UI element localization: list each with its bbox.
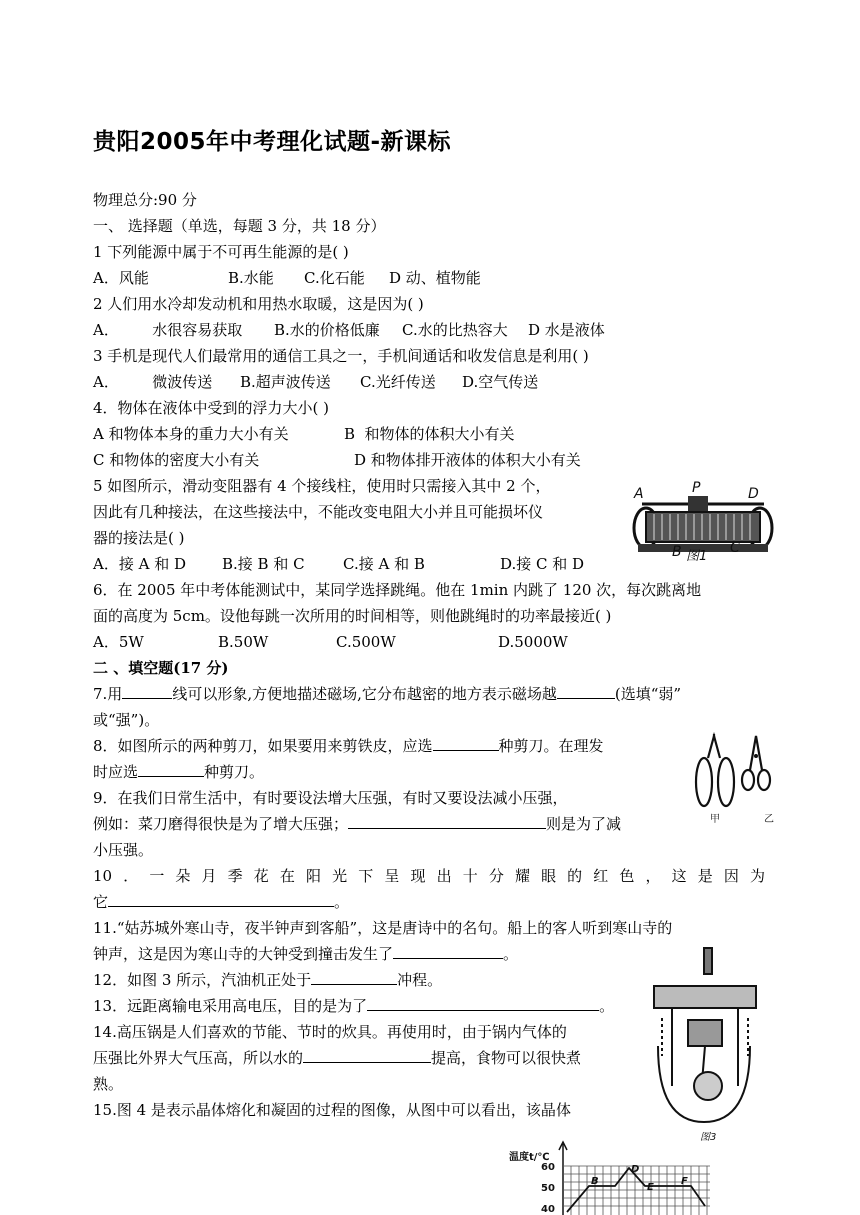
q7-text-3: (选填“弱” bbox=[614, 685, 682, 703]
question-14-line-3: 熟。 bbox=[93, 1075, 124, 1093]
graph-tick-50: 50 bbox=[541, 1183, 555, 1194]
graph-point-d: D bbox=[631, 1164, 640, 1175]
rheostat-label-b: B bbox=[672, 544, 682, 560]
q8-text-4: 种剪刀。 bbox=[204, 763, 265, 781]
q13-text-1: 13．远距离输电采用高电压，目的是为了 bbox=[93, 997, 368, 1015]
question-4-option-b: B 和物体的体积大小有关 bbox=[344, 425, 515, 443]
rheostat-label-c: C bbox=[730, 540, 740, 556]
question-5-line-2: 因此有几种接法，在这些接法中，不能改变电阻大小并且可能损坏仪 bbox=[93, 503, 544, 521]
question-9-line-3: 小压强。 bbox=[93, 841, 154, 859]
rheostat-figure bbox=[628, 478, 778, 568]
graph-point-b: B bbox=[591, 1176, 599, 1187]
question-10-line-2 bbox=[93, 892, 349, 912]
question-6-option-c: C.500W bbox=[336, 633, 396, 651]
question-1-option-b: B.水能 bbox=[228, 269, 274, 287]
question-7-line-2: 或“强”)。 bbox=[93, 711, 160, 729]
q8-text-2: 种剪刀。在理发 bbox=[498, 737, 604, 755]
q12-text-1: 12．如图 3 所示，汽油机正处于 bbox=[93, 971, 312, 989]
graph-point-f: F bbox=[681, 1176, 688, 1187]
question-1-option-c: C.化石能 bbox=[304, 269, 365, 287]
question-4-option-c: C 和物体的密度大小有关 bbox=[93, 451, 260, 469]
rheostat-caption: 图1 bbox=[686, 549, 708, 564]
question-1-option-d: D 动、植物能 bbox=[389, 269, 481, 287]
q14-text-1: 压强比外界大气压高，所以水的 bbox=[93, 1049, 304, 1067]
q10-text-2: 。 bbox=[334, 893, 350, 911]
answer-blank[interactable] bbox=[303, 1048, 431, 1063]
question-6-option-b: B.50W bbox=[218, 633, 269, 651]
question-10-line-1: 10．一朵月季花在阳光下呈现出十分耀眼的红色，这是因为 bbox=[93, 867, 765, 885]
question-8-line-2 bbox=[93, 762, 264, 782]
answer-blank[interactable] bbox=[348, 814, 546, 829]
answer-blank[interactable] bbox=[138, 762, 204, 777]
question-1-option-a: A．风能 bbox=[93, 269, 149, 287]
question-1-stem: 1 下列能源中属于不可再生能源的是( ) bbox=[93, 243, 349, 261]
rheostat-label-p: P bbox=[692, 480, 701, 496]
graph-ylabel: 温度t/℃ bbox=[509, 1152, 550, 1163]
q14-text-2: 提高，食物可以很快煮 bbox=[431, 1049, 582, 1067]
q9-text-2: 则是为了减 bbox=[546, 815, 622, 833]
question-11-line-1: 11.“姑苏城外寒山寺，夜半钟声到客船”，这是唐诗中的名句。船上的客人听到寒山寺的 bbox=[93, 919, 673, 937]
question-8-line-1 bbox=[93, 736, 604, 756]
question-5-option-c: C.接 A 和 B bbox=[343, 555, 425, 573]
scissors-label-jia: 甲 bbox=[710, 814, 720, 825]
question-9-line-1: 9．在我们日常生活中，有时要设法增大压强，有时又要设法减小压强， bbox=[93, 789, 568, 807]
question-5-line-1: 5 如图所示，滑动变阻器有 4 个接线柱，使用时只需接入其中 2 个， bbox=[93, 477, 551, 495]
section-heading-fill: 二 、填空题(17 分) bbox=[93, 659, 229, 677]
question-4-option-d: D 和物体排开液体的体积大小有关 bbox=[354, 451, 581, 469]
q7-text-2: 线可以形象,方便地描述磁场,它分布越密的地方表示磁场越 bbox=[172, 685, 557, 703]
q12-text-2: 冲程。 bbox=[397, 971, 443, 989]
q10-text-1: 它 bbox=[93, 893, 109, 911]
q8-text-3: 时应选 bbox=[93, 763, 139, 781]
question-14-line-2 bbox=[93, 1048, 581, 1068]
graph-tick-60: 60 bbox=[541, 1162, 555, 1173]
answer-blank[interactable] bbox=[367, 996, 599, 1011]
question-2-stem: 2 人们用水冷却发动机和用热水取暖，这是因为( ) bbox=[93, 295, 424, 313]
question-2-option-a: A． 水很容易获取 bbox=[93, 321, 243, 339]
question-5-option-a: A．接 A 和 D bbox=[93, 555, 186, 573]
question-6-option-a: A．5W bbox=[93, 633, 144, 651]
question-3-option-c: C.光纤传送 bbox=[360, 373, 436, 391]
scissors-figure bbox=[686, 730, 786, 826]
graph-point-e: E bbox=[647, 1182, 654, 1193]
question-3-option-d: D.空气传送 bbox=[462, 373, 539, 391]
question-2-option-c: C.水的比热容大 bbox=[402, 321, 508, 339]
question-6-line-2: 面的高度为 5cm。设他每跳一次所用的时间相等，则他跳绳时的功率最接近( ) bbox=[93, 607, 612, 625]
question-2-option-d: D 水是液体 bbox=[528, 321, 605, 339]
question-5-option-b: B.接 B 和 C bbox=[222, 555, 305, 573]
q7-text-1: 7.用 bbox=[93, 685, 123, 703]
question-6-line-1: 6．在 2005 年中考体能测试中，某同学选择跳绳。他在 1min 内跳了 120 次，每次跳离地 bbox=[93, 581, 702, 599]
question-9-line-2 bbox=[93, 814, 621, 834]
question-13 bbox=[93, 996, 614, 1016]
answer-blank[interactable] bbox=[557, 684, 615, 699]
engine-caption: 图3 bbox=[700, 1132, 717, 1143]
page-title: 贵阳2005年中考理化试题-新课标 bbox=[93, 129, 452, 155]
question-5-line-3: 器的接法是( ) bbox=[93, 529, 185, 547]
q9-text-1: 例如：菜刀磨得很快是为了增大压强； bbox=[93, 815, 349, 833]
answer-blank[interactable] bbox=[393, 944, 503, 959]
answer-blank[interactable] bbox=[108, 892, 334, 907]
answer-blank[interactable] bbox=[122, 684, 172, 699]
question-4-option-a: A 和物体本身的重力大小有关 bbox=[93, 425, 289, 443]
melting-graph bbox=[505, 1140, 720, 1215]
q11-text-1: 钟声，这是因为寒山寺的大钟受到撞击发生了 bbox=[93, 945, 394, 963]
question-3-option-a: A． 微波传送 bbox=[93, 373, 213, 391]
question-14-line-1: 14.高压锅是人们喜欢的节能、节时的炊具。再使用时，由于锅内气体的 bbox=[93, 1023, 567, 1041]
section-heading-choice: 一、 选择题（单选，每题 3 分，共 18 分） bbox=[93, 217, 386, 235]
question-2-option-b: B.水的价格低廉 bbox=[274, 321, 380, 339]
graph-tick-40: 40 bbox=[541, 1204, 555, 1215]
answer-blank[interactable] bbox=[311, 970, 397, 985]
q13-text-2: 。 bbox=[599, 997, 615, 1015]
question-5-option-d: D.接 C 和 D bbox=[500, 555, 585, 573]
question-4-stem: 4．物体在液体中受到的浮力大小( ) bbox=[93, 399, 330, 417]
engine-figure bbox=[644, 946, 766, 1146]
question-3-stem: 3 手机是现代人们最常用的通信工具之一，手机间通话和收发信息是利用( ) bbox=[93, 347, 589, 365]
q8-text-1: 8．如图所示的两种剪刀，如果要用来剪铁皮，应选 bbox=[93, 737, 433, 755]
answer-blank[interactable] bbox=[433, 736, 499, 751]
question-12 bbox=[93, 970, 442, 990]
rheostat-label-d: D bbox=[748, 486, 759, 502]
question-6-option-d: D.5000W bbox=[498, 633, 568, 651]
rheostat-label-a: A bbox=[634, 486, 644, 502]
question-3-option-b: B.超声波传送 bbox=[240, 373, 331, 391]
scissors-label-yi: 乙 bbox=[764, 814, 774, 825]
question-11-line-2 bbox=[93, 944, 518, 964]
total-score: 物理总分:90 分 bbox=[93, 191, 197, 209]
q11-text-2: 。 bbox=[503, 945, 519, 963]
question-15-line-1: 15.图 4 是表示晶体熔化和凝固的过程的图像，从图中可以看出，该晶体 bbox=[93, 1101, 571, 1119]
question-7-line-1 bbox=[93, 684, 681, 704]
